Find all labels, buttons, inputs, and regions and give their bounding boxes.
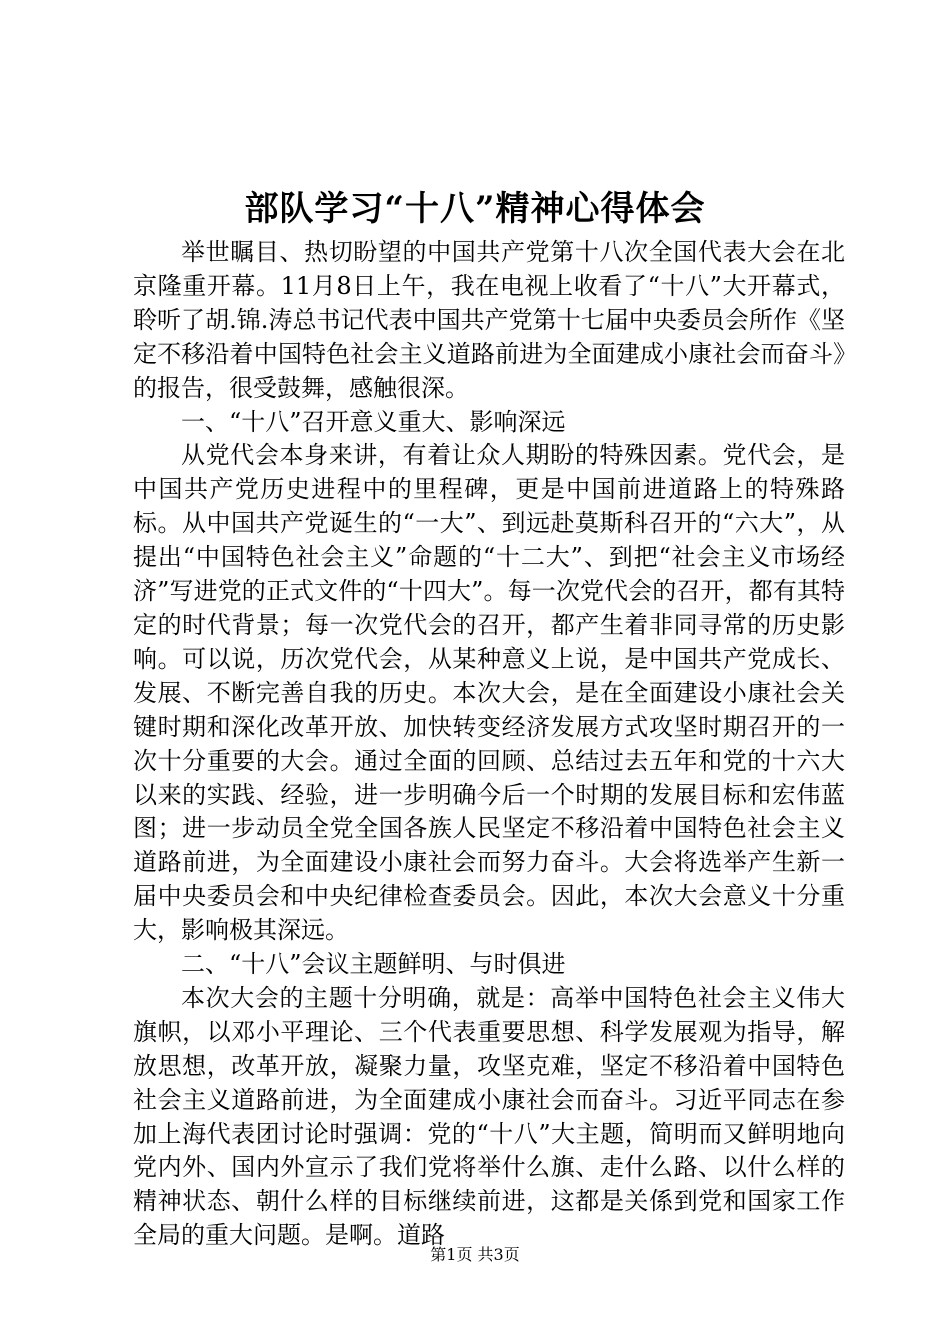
document-title: 部队学习“十八”精神心得体会	[244, 189, 706, 229]
paragraph-section-2: 本次大会的主题十分明确，就是：高举中国特色社会主义伟大旗帜，以邓小平理论、三个代表重要思想、科学发展观为指导，解放思想，改革开放，凝聚力量，攻坚克难，坚定不移沿着中国特色社会主义道路前进，为全面建成小康社会而奋斗。习近平同志在参加上海代表团讨论时强调：党的“十八”大主题，简明而又鲜明地向党内外、国内外宣示了我们党将举什么旗、走什么路、以什么样的精神状态、朝什么样的目标继续前进，这都是关係到党和国家工作全局的重大问题。是啊。道路	[133, 983, 845, 1250]
document-body	[133, 236, 845, 1253]
page-footer: 第1页 共3页	[430, 1245, 520, 1264]
section-heading-1: 一、“十八”召开意义重大、影响深远	[181, 407, 566, 436]
section-heading-2: 二、“十八”会议主题鲜明、与时俱进	[181, 950, 566, 979]
paragraph-intro: 举世瞩目、热切盼望的中国共产党第十八次全国代表大会在北京隆重开幕。11月8日上午，我在电视上收看了“十八”大开幕式，聆听了胡.锦.涛总书记代表中国共产党第十七届中央委员会所作《坚定不移沿着中国特色社会主义道路前进为全面建成小康社会而奋斗》的报告，很受鼓舞，感触很深。	[133, 238, 845, 402]
paragraph-section-1: 从党代会本身来讲，有着让众人期盼的特殊因素。党代会，是中国共产党历史进程中的里程碑，更是中国前进道路上的特殊路标。从中国共产党诞生的“一大”、到远赴莫斯科召开的“六大”，从提出“中国特色社会主义”命题的“十二大”、到把“社会主义市场经济”写进党的正式文件的“十四大”。每一次党代会的召开，都有其特定的时代背景；每一次党代会的召开，都产生着非同寻常的历史影响。可以说，历次党代会，从某种意义上说，是中国共产党成长、发展、不断完善自我的历史。本次大会，是在全面建设小康社会关键时期和深化改革开放、加快转变经济发展方式攻坚时期召开的一次十分重要的大会。通过全面的回顾、总结过去五年和党的十六大以来的实践、经验，进一步明确今后一个时期的发展目标和宏伟蓝图；进一步动员全党全国各族人民坚定不移沿着中国特色社会主义道路前进，为全面建设小康社会而努力奋斗。大会将选举产生新一届中央委员会和中央纪律检查委员会。因此，本次大会意义十分重大，影响极其深远。	[133, 441, 845, 945]
